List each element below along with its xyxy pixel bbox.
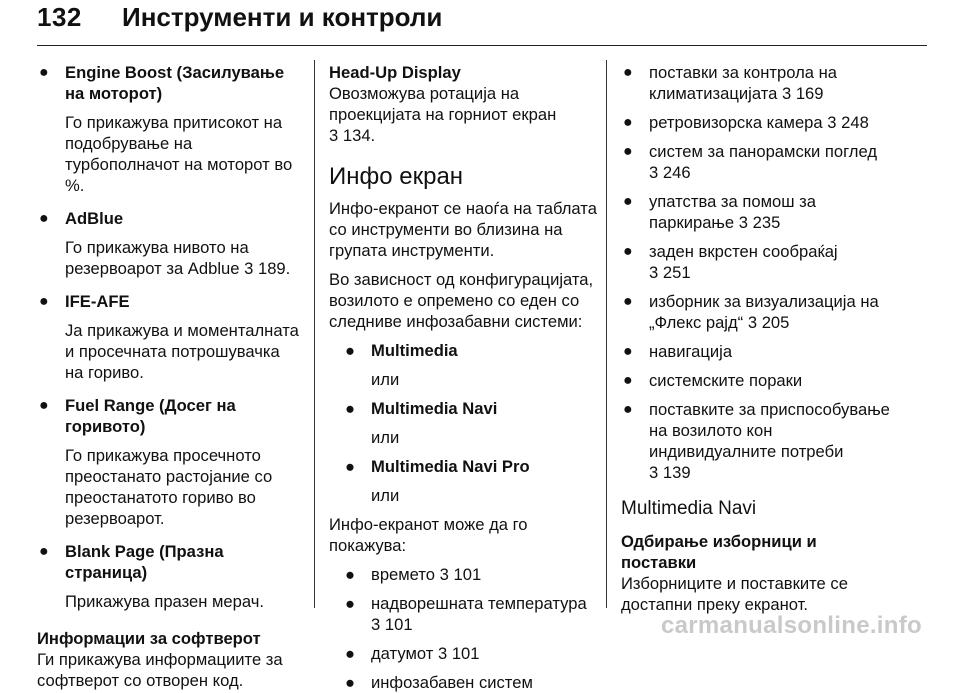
item-title: Engine Boost (Засилување на моторот) — [65, 63, 285, 103]
item-title: AdBlue — [65, 209, 124, 228]
bullet-icon: ● — [623, 401, 633, 418]
list-item: ● заден вкрстен сообраќај 3 251 — [623, 242, 838, 282]
or-label: или — [371, 486, 400, 505]
list-item: ● инфозабавен систем — [345, 673, 533, 692]
bullet-icon: ● — [623, 243, 633, 260]
column-middle — [329, 62, 597, 693]
list-item: ● ретровизорска камера 3 248 — [623, 113, 869, 132]
list-item: ● поставки за контрола на климатизацијата 3 169 — [623, 63, 838, 103]
page-ref[interactable]: 3 246 — [649, 163, 691, 182]
column-left — [37, 62, 299, 691]
page-ref[interactable]: 3 169 — [781, 84, 824, 103]
list-item — [343, 340, 597, 390]
list-item — [37, 62, 299, 196]
bullet-icon: ● — [623, 193, 633, 210]
list-item — [37, 291, 299, 383]
page-ref-arrow-icon: 3 — [781, 84, 792, 103]
page-ref[interactable]: 3 101 — [371, 615, 413, 634]
bullet-icon: ● — [39, 397, 49, 414]
bullet-icon: ● — [345, 341, 356, 360]
page-ref[interactable]: 3 205 — [747, 313, 790, 332]
bullet-icon: ● — [345, 594, 356, 613]
item-body: Го прикажува просечното преостанато растојание со преостанатото гориво во резервоарот. — [65, 446, 273, 528]
bullet-icon: ● — [623, 372, 633, 389]
page-ref[interactable]: 3 101 — [439, 565, 482, 584]
list-item: ● времето 3 101 — [345, 565, 482, 584]
section-title: Multimedia Navi — [621, 498, 757, 519]
bullet-icon: ● — [39, 293, 49, 310]
list-item: ● упатства за помош за паркирање 3 235 — [623, 192, 816, 232]
item-body: Го прикажува притисокот на подобрување на турбополначот на моторот во %. — [65, 113, 293, 195]
page-ref[interactable]: 3 248 — [827, 113, 869, 132]
section-heading: Head-Up Display — [329, 63, 461, 82]
page-ref-arrow-icon: 3 — [371, 615, 381, 634]
bullet-icon: ● — [623, 343, 633, 360]
list-item: ● систем за панорамски поглед 3 246 — [623, 142, 878, 182]
bullet-icon: ● — [345, 399, 356, 418]
bullet-icon: ● — [345, 673, 356, 692]
list-item: ● навигација — [623, 342, 733, 361]
section-title: Инфо екран — [329, 163, 464, 190]
watermark: carmanualsonline.info — [660, 612, 922, 639]
paragraph: Изборниците и поставките се достапни преку екранот. — [621, 574, 848, 614]
page-header — [37, 0, 927, 46]
page-ref-arrow-icon: 3 — [437, 644, 448, 663]
item-body: Прикажува празен мерач. — [65, 592, 264, 611]
item-body: Ја прикажува и моменталната и просечната потрошувачка на гориво. — [65, 321, 299, 382]
page-ref-arrow-icon: 3 — [747, 313, 758, 332]
page-ref-arrow-icon: 3 — [439, 565, 449, 584]
system-name: Multimedia Navi Pro — [371, 457, 530, 476]
paragraph: Ги прикажува информациите за софтверот со отворен код. — [37, 650, 283, 690]
page-ref-arrow-icon: 3 — [244, 259, 254, 278]
page-ref-arrow-icon: 3 — [827, 113, 837, 132]
section-heading: Одбирање изборници и поставки — [621, 532, 817, 572]
list-item — [37, 541, 299, 612]
list-item — [37, 395, 299, 529]
paragraph: Во зависност од конфигурацијата, возилото е опремено со еден со следниве инфозабавни системи: — [329, 270, 594, 331]
bullet-icon: ● — [623, 64, 633, 81]
page-ref[interactable]: 3 251 — [649, 263, 691, 282]
paragraph: Инфо-екранот се наоѓа на таблата со инструменти во близина на групата инструменти. — [329, 199, 597, 260]
page-ref-arrow-icon: 3 — [649, 463, 659, 482]
column-divider — [314, 60, 315, 608]
page-ref[interactable]: 3 134. — [329, 126, 376, 145]
list-item: ● поставките за приспособување на возилото кон индивидуалните потреби 3 139 — [623, 400, 890, 482]
bullet-icon: ● — [345, 457, 356, 476]
bullet-icon: ● — [39, 210, 49, 227]
page-ref[interactable]: 3 235 — [738, 213, 781, 232]
or-label: или — [371, 428, 400, 447]
system-name: Multimedia — [371, 341, 458, 360]
bullet-icon: ● — [345, 565, 356, 584]
bullet-icon: ● — [39, 64, 49, 81]
chapter-title: Инструменти и контроли — [122, 2, 443, 32]
list-item — [37, 208, 299, 279]
page-ref[interactable]: 3 101 — [437, 644, 480, 663]
page-ref-arrow-icon: 3 — [649, 263, 659, 282]
bullet-icon: ● — [623, 114, 633, 131]
list-item: ● системските пораки — [623, 371, 803, 390]
or-label: или — [371, 370, 400, 389]
bullet-icon: ● — [623, 293, 633, 310]
list-item: ● изборник за визуализација на „Флекс рајд“ 3 205 — [623, 292, 879, 332]
list-item: ● надворешната температура 3 101 — [345, 594, 587, 634]
item-body: Го прикажува нивото на резервоарот за Adblue 3 189. — [65, 238, 291, 278]
list-item: ● датумот 3 101 — [345, 644, 480, 663]
item-title: Blank Page (Празна страница) — [65, 542, 224, 582]
paragraph: Инфо-екранот може да го покажува: — [329, 515, 528, 555]
item-title: IFE-AFE — [65, 292, 130, 311]
bullet-icon: ● — [345, 644, 356, 663]
column-right — [621, 62, 891, 615]
page-number: 132 — [37, 2, 82, 32]
list-item — [343, 398, 597, 448]
page-ref[interactable]: 3 189. — [244, 259, 291, 278]
page-ref-arrow-icon: 3 — [738, 213, 748, 232]
system-name: Multimedia Navi — [371, 399, 498, 418]
bullet-icon: ● — [623, 143, 633, 160]
page-ref[interactable]: 3 139 — [649, 463, 691, 482]
list-item — [343, 456, 597, 506]
page-ref-arrow-icon: 3 — [649, 163, 659, 182]
item-title: Fuel Range (Досег на горивото) — [65, 396, 236, 436]
bullet-icon: ● — [39, 543, 49, 560]
page-ref-arrow-icon: 3 — [329, 126, 339, 145]
paragraph: Овозможува ротација на проекцијата на горниот екран 3 134. — [329, 84, 557, 145]
section-heading: Информации за софтверот — [37, 629, 261, 648]
column-divider — [606, 60, 607, 608]
